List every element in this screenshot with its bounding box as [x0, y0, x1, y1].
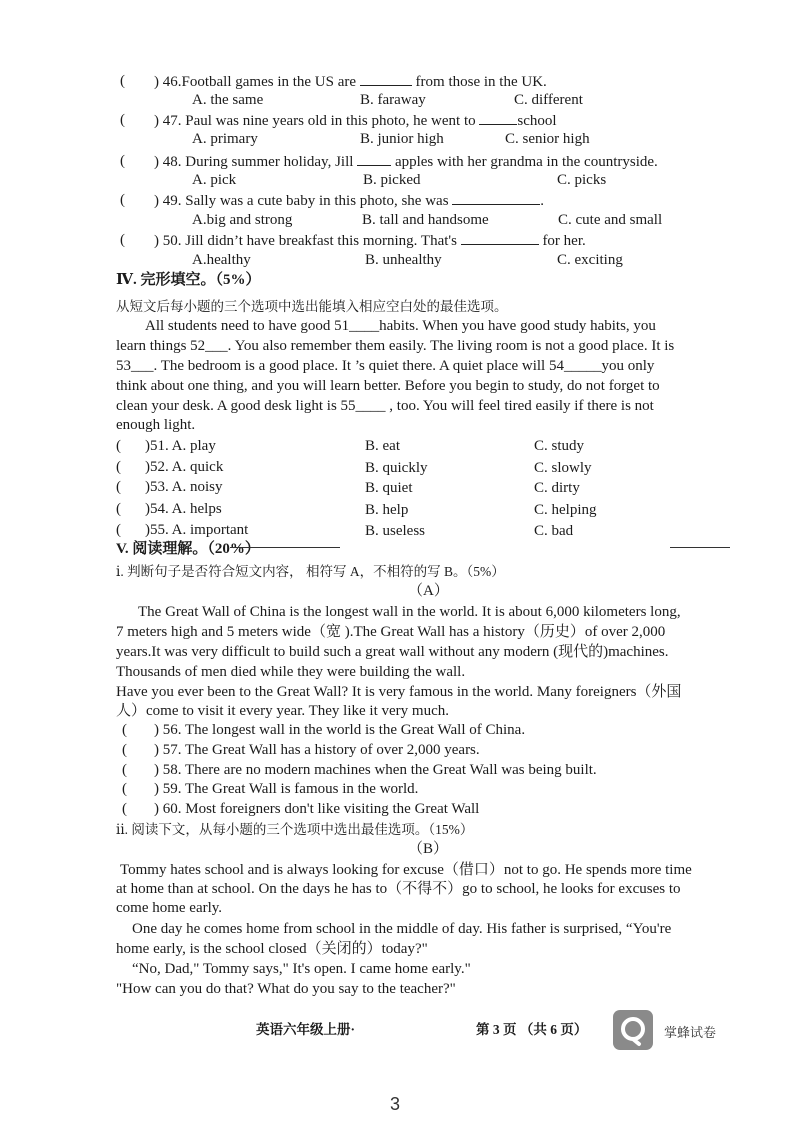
option-b: B. useless	[365, 523, 425, 539]
passage-line: “No, Dad," Tommy says," It's open. I came home early."	[132, 961, 471, 977]
answer-blank	[479, 111, 517, 125]
question-stem: ) 49. Sally was a cute baby in this photo, she was	[154, 193, 449, 209]
option-a: A.big and strong	[192, 212, 293, 228]
answer-blank	[461, 231, 539, 245]
question-stem-end: apples with her grandma in the countryside.	[394, 154, 658, 170]
option-c: C. bad	[534, 523, 574, 539]
answer-paren: (	[120, 153, 125, 169]
answer-blank	[360, 72, 412, 86]
answer-paren: (	[122, 781, 127, 797]
section-heading-cloze: Ⅳ. 完形填空。（5%）	[116, 272, 261, 288]
answer-paren: (	[116, 479, 121, 495]
statement: ) 57. The Great Wall has a history of over 2,000 years.	[154, 742, 480, 758]
option-a: )51. A. play	[145, 438, 216, 454]
question-stem: ) 46.Football games in the US are	[154, 74, 357, 90]
answer-paren: (	[120, 232, 125, 248]
passage-line: Tommy hates school and is always looking for excuse（借口）not to go. He spends more time	[120, 862, 692, 878]
option-b: B. junior high	[360, 131, 444, 147]
passage-line: 7 meters high and 5 meters wide（宽 ).The Great Wall has a history（历史）of over 2,000	[116, 624, 666, 640]
brand-logo	[613, 1010, 653, 1050]
option-b: B. help	[365, 502, 409, 518]
option-c: C. study	[534, 438, 585, 454]
option-b: B. eat	[365, 438, 400, 454]
answer-paren: (	[120, 192, 125, 208]
answer-paren: (	[116, 459, 121, 475]
passage-line: 人）come to visit it every year. They like it very much.	[116, 703, 449, 719]
section-heading-reading: V. 阅读理解。（20%）	[116, 541, 260, 557]
statement: ) 56. The longest wall in the world is the Great Wall of China.	[154, 722, 526, 738]
option-c: C. picks	[557, 172, 607, 188]
answer-paren: (	[120, 73, 125, 89]
option-a: A. the same	[192, 92, 264, 108]
answer-blank	[357, 152, 391, 166]
answer-paren: (	[116, 522, 121, 538]
passage-line: come home early.	[116, 900, 223, 916]
option-a: A. pick	[192, 172, 237, 188]
cloze-instruction: 从短文后每小题的三个选项中选出能填入相应空白处的最佳选项。	[116, 299, 508, 314]
passage-label-a: （A）	[408, 583, 449, 599]
question-stem: ) 50. Jill didn’t have breakfast this morning. That's	[154, 233, 457, 249]
statement: ) 58. There are no modern machines when the Great Wall was being built.	[154, 762, 597, 778]
option-a: )52. A. quick	[145, 459, 224, 475]
brand-logo-icon	[613, 1010, 653, 1050]
footer-subject: 英语六年级上册·	[256, 1022, 356, 1037]
passage-line: at home than at school. On the days he has to（不得不）go to school, he looks for excuses to	[116, 881, 681, 897]
passage-line: clean your desk. A good desk light is 55____ , too. You will feel tired easily if there is not	[116, 398, 654, 414]
option-a: A. primary	[192, 131, 258, 147]
answer-paren: (	[122, 722, 127, 738]
option-b: B. tall and handsome	[362, 212, 489, 228]
answer-paren: (	[122, 762, 127, 778]
passage-label-b: （B）	[408, 841, 449, 857]
question-stem-end: school	[517, 113, 557, 129]
option-a: )55. A. important	[145, 522, 249, 538]
option-b: B. quiet	[365, 480, 413, 496]
passage-line: years.It was very difficult to build such a great wall without any modern (现代的)machines.	[116, 644, 669, 660]
option-c: C. helping	[534, 502, 597, 518]
passage-line: enough light.	[116, 417, 196, 433]
scan-line	[670, 547, 730, 548]
reading-instruction-1: ⅰ. 判断句子是否符合短文内容， 相符写 A，不相符的写 B。（5%）	[116, 564, 505, 579]
statement: ) 60. Most foreigners don't like visiting the Great Wall	[154, 801, 480, 817]
answer-paren: (	[116, 501, 121, 517]
option-b: B. quickly	[365, 460, 428, 476]
statement: ) 59. The Great Wall is famous in the world.	[154, 781, 419, 797]
question-stem: ) 48. During summer holiday, Jill	[154, 154, 354, 170]
passage-line: 53___. The bedroom is a good place. It ’s quiet there. A quiet place will 54_____you only	[116, 358, 655, 374]
brand-name: 掌蜂试卷	[664, 1025, 717, 1040]
passage-line: One day he comes home from school in the middle of day. His father is surprised, “You're	[132, 921, 672, 937]
option-a: )53. A. noisy	[145, 479, 223, 495]
option-c: C. dirty	[534, 480, 580, 496]
answer-paren: (	[116, 438, 121, 454]
option-c: C. exciting	[557, 252, 623, 268]
question-stem-end: .	[540, 193, 545, 209]
question-stem-end: for her.	[542, 233, 586, 249]
option-b: B. picked	[363, 172, 421, 188]
question-stem: ) 47. Paul was nine years old in this photo, he went to	[154, 113, 476, 129]
answer-paren: (	[122, 801, 127, 817]
option-b: B. unhealthy	[365, 252, 442, 268]
answer-blank	[452, 191, 540, 205]
answer-paren: (	[122, 742, 127, 758]
answer-paren: (	[120, 112, 125, 128]
reading-instruction-2: ⅱ. 阅读下文，从每小题的三个选项中选出最佳选项。（15%）	[116, 822, 474, 837]
option-c: C. different	[514, 92, 583, 108]
page-number: 3	[390, 1094, 401, 1114]
passage-line: Thousands of men died while they were building the wall.	[116, 664, 466, 680]
option-b: B. faraway	[360, 92, 426, 108]
option-c: C. slowly	[534, 460, 592, 476]
passage-line: learn things 52___. You also remember them easily. The living room is not a good place. It is	[116, 338, 675, 354]
passage-line: The Great Wall of China is the longest wall in the world. It is about 6,000 kilometers long,	[138, 604, 681, 620]
passage-line: think about one thing, and you will learn better. Before you begin to study, do not forget to	[116, 378, 660, 394]
footer-page-info: 第 3 页 （共 6 页）	[476, 1022, 588, 1037]
scan-line	[230, 547, 340, 548]
option-c: C. cute and small	[558, 212, 663, 228]
passage-line: All students need to have good 51____habits. When you have good study habits, you	[145, 318, 656, 334]
question-stem-end: from those in the UK.	[415, 74, 547, 90]
passage-line: Have you ever been to the Great Wall? It is very famous in the world. Many foreigners（外国	[116, 684, 682, 700]
option-a: )54. A. helps	[145, 501, 222, 517]
option-c: C. senior high	[505, 131, 590, 147]
option-a: A.healthy	[192, 252, 251, 268]
passage-line: "How can you do that? What do you say to the teacher?"	[116, 981, 456, 997]
passage-line: home early, is the school closed（关闭的）today?"	[116, 941, 428, 957]
